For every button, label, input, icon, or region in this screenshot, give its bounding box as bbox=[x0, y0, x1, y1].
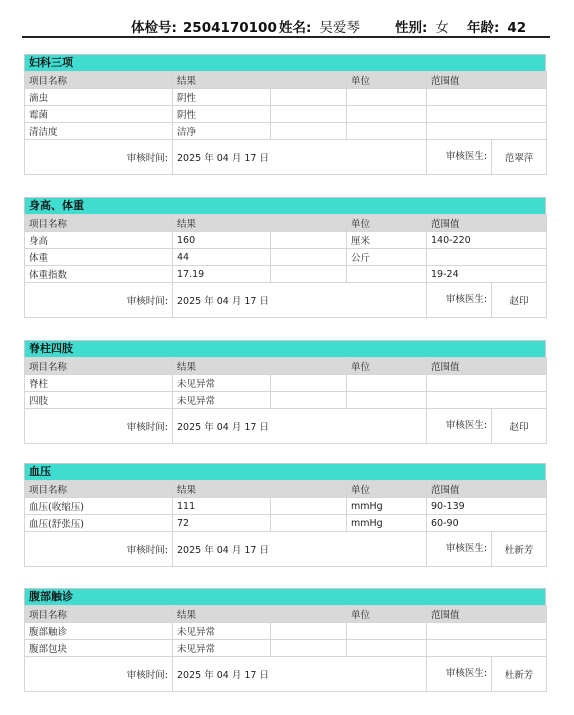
blank-cell bbox=[271, 515, 347, 532]
table-header-row bbox=[25, 215, 547, 232]
unit-cell: mmHg bbox=[347, 498, 427, 515]
review-doctor-label: 审核医生: bbox=[427, 532, 492, 566]
table-row bbox=[25, 89, 547, 106]
exam-number-label: 体检号: bbox=[131, 20, 177, 36]
section-panel bbox=[24, 588, 546, 692]
review-doctor-name: 赵印 bbox=[509, 296, 529, 307]
range-cell: 140-220 bbox=[427, 232, 547, 249]
item-name-cell: 体重指数 bbox=[25, 266, 173, 283]
column-header-result: 结果 bbox=[173, 215, 347, 232]
table-row bbox=[25, 623, 547, 640]
table-row bbox=[25, 498, 547, 515]
review-doctor-cell bbox=[427, 283, 547, 318]
review-doctor-cell bbox=[427, 657, 547, 692]
item-name-cell: 腹部触诊 bbox=[25, 623, 173, 640]
review-row bbox=[25, 409, 547, 444]
section-title: 身高、体重 bbox=[24, 197, 546, 214]
result-cell: 17.19 bbox=[173, 266, 271, 283]
column-header-item: 项目名称 bbox=[25, 358, 173, 375]
range-cell bbox=[427, 375, 547, 392]
table-row bbox=[25, 249, 547, 266]
result-cell: 72 bbox=[173, 515, 271, 532]
range-cell bbox=[427, 106, 547, 123]
review-time-label: 审核时间: bbox=[25, 283, 173, 318]
review-row bbox=[25, 657, 547, 692]
blank-cell bbox=[271, 89, 347, 106]
column-header-range: 范围值 bbox=[427, 606, 547, 623]
review-doctor-name: 范翠萍 bbox=[504, 153, 534, 164]
blank-cell bbox=[271, 623, 347, 640]
column-header-range: 范围值 bbox=[427, 481, 547, 498]
review-time-value: 2025 年 04 月 17 日 bbox=[173, 283, 427, 318]
column-header-result: 结果 bbox=[173, 606, 347, 623]
review-row bbox=[25, 140, 547, 175]
report-header bbox=[0, 0, 574, 36]
item-name-cell: 体重 bbox=[25, 249, 173, 266]
unit-cell bbox=[347, 640, 427, 657]
range-cell bbox=[427, 123, 547, 140]
range-cell bbox=[427, 392, 547, 409]
section-panel bbox=[24, 54, 546, 175]
review-time-label: 审核时间: bbox=[25, 140, 173, 175]
column-header-range: 范围值 bbox=[427, 72, 547, 89]
item-name-cell: 脊柱 bbox=[25, 375, 173, 392]
review-doctor-cell bbox=[427, 409, 547, 444]
patient-gender-value: 女 bbox=[435, 20, 449, 36]
unit-cell bbox=[347, 89, 427, 106]
item-name-cell: 身高 bbox=[25, 232, 173, 249]
unit-cell bbox=[347, 123, 427, 140]
column-header-unit: 单位 bbox=[347, 481, 427, 498]
review-time-value: 2025 年 04 月 17 日 bbox=[173, 532, 427, 567]
column-header-result: 结果 bbox=[173, 72, 347, 89]
result-cell: 未见异常 bbox=[173, 375, 271, 392]
range-cell bbox=[427, 249, 547, 266]
section-title: 妇科三项 bbox=[24, 54, 546, 71]
column-header-unit: 单位 bbox=[347, 606, 427, 623]
item-name-cell: 滴虫 bbox=[25, 89, 173, 106]
review-row bbox=[25, 283, 547, 318]
table-row bbox=[25, 123, 547, 140]
results-table bbox=[24, 480, 547, 567]
results-table bbox=[24, 214, 547, 318]
item-name-cell: 腹部包块 bbox=[25, 640, 173, 657]
table-row bbox=[25, 232, 547, 249]
section-panel bbox=[24, 463, 546, 567]
result-cell: 阴性 bbox=[173, 89, 271, 106]
blank-cell bbox=[271, 640, 347, 657]
column-header-result: 结果 bbox=[173, 481, 347, 498]
table-row bbox=[25, 266, 547, 283]
results-table bbox=[24, 357, 547, 444]
range-cell bbox=[427, 623, 547, 640]
review-doctor-label: 审核医生: bbox=[427, 657, 492, 691]
review-time-label: 审核时间: bbox=[25, 657, 173, 692]
review-row bbox=[25, 532, 547, 567]
column-header-range: 范围值 bbox=[427, 215, 547, 232]
blank-cell bbox=[271, 232, 347, 249]
review-time-value: 2025 年 04 月 17 日 bbox=[173, 657, 427, 692]
column-header-item: 项目名称 bbox=[25, 606, 173, 623]
results-table bbox=[24, 71, 547, 175]
patient-name-label: 姓名: bbox=[279, 20, 312, 36]
review-time-value: 2025 年 04 月 17 日 bbox=[173, 409, 427, 444]
review-doctor-name: 杜新芳 bbox=[504, 670, 534, 681]
range-cell bbox=[427, 89, 547, 106]
range-cell bbox=[427, 640, 547, 657]
unit-cell bbox=[347, 375, 427, 392]
column-header-item: 项目名称 bbox=[25, 481, 173, 498]
unit-cell bbox=[347, 392, 427, 409]
result-cell: 阴性 bbox=[173, 106, 271, 123]
range-cell: 90-139 bbox=[427, 498, 547, 515]
unit-cell: mmHg bbox=[347, 515, 427, 532]
item-name-cell: 清洁度 bbox=[25, 123, 173, 140]
result-cell: 未见异常 bbox=[173, 640, 271, 657]
blank-cell bbox=[271, 249, 347, 266]
item-name-cell: 血压(收缩压) bbox=[25, 498, 173, 515]
table-row bbox=[25, 640, 547, 657]
result-cell: 未见异常 bbox=[173, 392, 271, 409]
table-row bbox=[25, 392, 547, 409]
review-doctor-name: 赵印 bbox=[509, 422, 529, 433]
column-header-item: 项目名称 bbox=[25, 72, 173, 89]
review-doctor-label: 审核医生: bbox=[427, 283, 492, 317]
exam-number bbox=[131, 16, 277, 36]
result-cell: 111 bbox=[173, 498, 271, 515]
unit-cell: 厘米 bbox=[347, 232, 427, 249]
item-name-cell: 四肢 bbox=[25, 392, 173, 409]
patient-age-value: 42 bbox=[507, 20, 527, 36]
review-doctor-cell bbox=[427, 140, 547, 175]
table-row bbox=[25, 106, 547, 123]
results-table bbox=[24, 605, 547, 692]
patient-age-label: 年龄: bbox=[467, 20, 500, 36]
unit-cell: 公斤 bbox=[347, 249, 427, 266]
table-row bbox=[25, 515, 547, 532]
range-cell: 19-24 bbox=[427, 266, 547, 283]
review-time-value: 2025 年 04 月 17 日 bbox=[173, 140, 427, 175]
result-cell: 160 bbox=[173, 232, 271, 249]
patient-gender-label: 性别: bbox=[395, 20, 428, 36]
patient-name bbox=[279, 16, 360, 36]
table-header-row bbox=[25, 481, 547, 498]
column-header-unit: 单位 bbox=[347, 72, 427, 89]
column-header-unit: 单位 bbox=[347, 215, 427, 232]
table-header-row bbox=[25, 72, 547, 89]
review-doctor-label: 审核医生: bbox=[427, 140, 492, 174]
item-name-cell: 血压(舒张压) bbox=[25, 515, 173, 532]
result-cell: 未见异常 bbox=[173, 623, 271, 640]
header-divider bbox=[22, 36, 550, 38]
column-header-range: 范围值 bbox=[427, 358, 547, 375]
review-time-label: 审核时间: bbox=[25, 532, 173, 567]
exam-number-value: 2504170100 bbox=[182, 20, 277, 36]
column-header-item: 项目名称 bbox=[25, 215, 173, 232]
section-title: 腹部触诊 bbox=[24, 588, 546, 605]
blank-cell bbox=[271, 266, 347, 283]
table-header-row bbox=[25, 606, 547, 623]
review-doctor-cell bbox=[427, 532, 547, 567]
patient-age bbox=[467, 16, 526, 36]
unit-cell bbox=[347, 106, 427, 123]
result-cell: 44 bbox=[173, 249, 271, 266]
review-doctor-name: 杜新芳 bbox=[504, 545, 534, 556]
section-panel bbox=[24, 197, 546, 318]
blank-cell bbox=[271, 375, 347, 392]
range-cell: 60-90 bbox=[427, 515, 547, 532]
table-header-row bbox=[25, 358, 547, 375]
blank-cell bbox=[271, 498, 347, 515]
review-doctor-label: 审核医生: bbox=[427, 409, 492, 443]
item-name-cell: 霉菌 bbox=[25, 106, 173, 123]
patient-gender bbox=[395, 16, 449, 36]
blank-cell bbox=[271, 123, 347, 140]
review-time-label: 审核时间: bbox=[25, 409, 173, 444]
unit-cell bbox=[347, 623, 427, 640]
table-row bbox=[25, 375, 547, 392]
patient-name-value: 吴爱琴 bbox=[319, 20, 360, 36]
section-title: 血压 bbox=[24, 463, 546, 480]
unit-cell bbox=[347, 266, 427, 283]
blank-cell bbox=[271, 392, 347, 409]
section-title: 脊柱四肢 bbox=[24, 340, 546, 357]
section-panel bbox=[24, 340, 546, 444]
column-header-unit: 单位 bbox=[347, 358, 427, 375]
blank-cell bbox=[271, 106, 347, 123]
result-cell: 洁净 bbox=[173, 123, 271, 140]
column-header-result: 结果 bbox=[173, 358, 347, 375]
